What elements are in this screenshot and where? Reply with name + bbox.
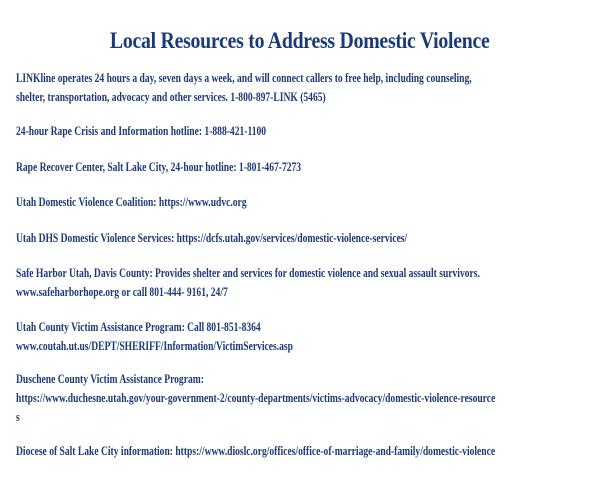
resource-line: 24-hour Rape Crisis and Information hotline: 1-888-421-1100 [16, 124, 267, 138]
resource-linkline [16, 69, 597, 107]
resource-line: Utah DHS Domestic Violence Services: https://dcfs.utah.gov/services/domestic-violence-services/ [16, 231, 408, 245]
resource-line: Rape Recover Center, Salt Lake City, 24-hour hotline: 1-801-467-7273 [16, 160, 302, 174]
resource-udvc [16, 193, 597, 212]
resource-line: Utah Domestic Violence Coalition: https://www.udvc.org [16, 195, 247, 209]
resource-line: shelter, transportation, advocacy and other services. 1-800-897-LINK (5465) [16, 90, 326, 104]
resource-utah-dhs [16, 229, 597, 248]
resource-rape-recovery-center [16, 158, 597, 177]
resource-utah-county-victim-assistance [16, 318, 597, 356]
resource-line: LINKline operates 24 hours a day, seven days a week, and will connect callers to free help, including counseling, [16, 71, 472, 85]
page-title-text: Local Resources to Address Domestic Violence [110, 28, 490, 53]
resource-safe-harbor [16, 264, 597, 302]
page-title [0, 27, 600, 55]
resource-line: www.safeharborhope.org or call 801-444- 9161, 24/7 [16, 285, 228, 299]
resource-line: Duschene County Victim Assistance Program: [16, 372, 204, 386]
resource-duchesne-county-victim-assistance [16, 370, 597, 427]
resource-line: s [16, 410, 20, 424]
resource-line: Utah County Victim Assistance Program: Call 801-851-8364 [16, 320, 261, 334]
resource-rape-crisis-hotline [16, 122, 597, 141]
resource-line: https://www.duchesne.utah.gov/your-government-2/county-departments/victims-advocacy/domestic-violence-resource [16, 391, 496, 405]
resource-line: Safe Harbor Utah, Davis County: Provides shelter and services for domestic violence and sexual assault survivors. [16, 266, 480, 280]
resource-line: www.coutah.ut.us/DEPT/SHERIFF/Information/VictimServices.asp [16, 339, 293, 353]
resource-diocese-slc [16, 442, 597, 461]
resource-line: Diocese of Salt Lake City information: https://www.dioslc.org/offices/office-of-marriage-and-family/domestic-violence [16, 444, 496, 458]
